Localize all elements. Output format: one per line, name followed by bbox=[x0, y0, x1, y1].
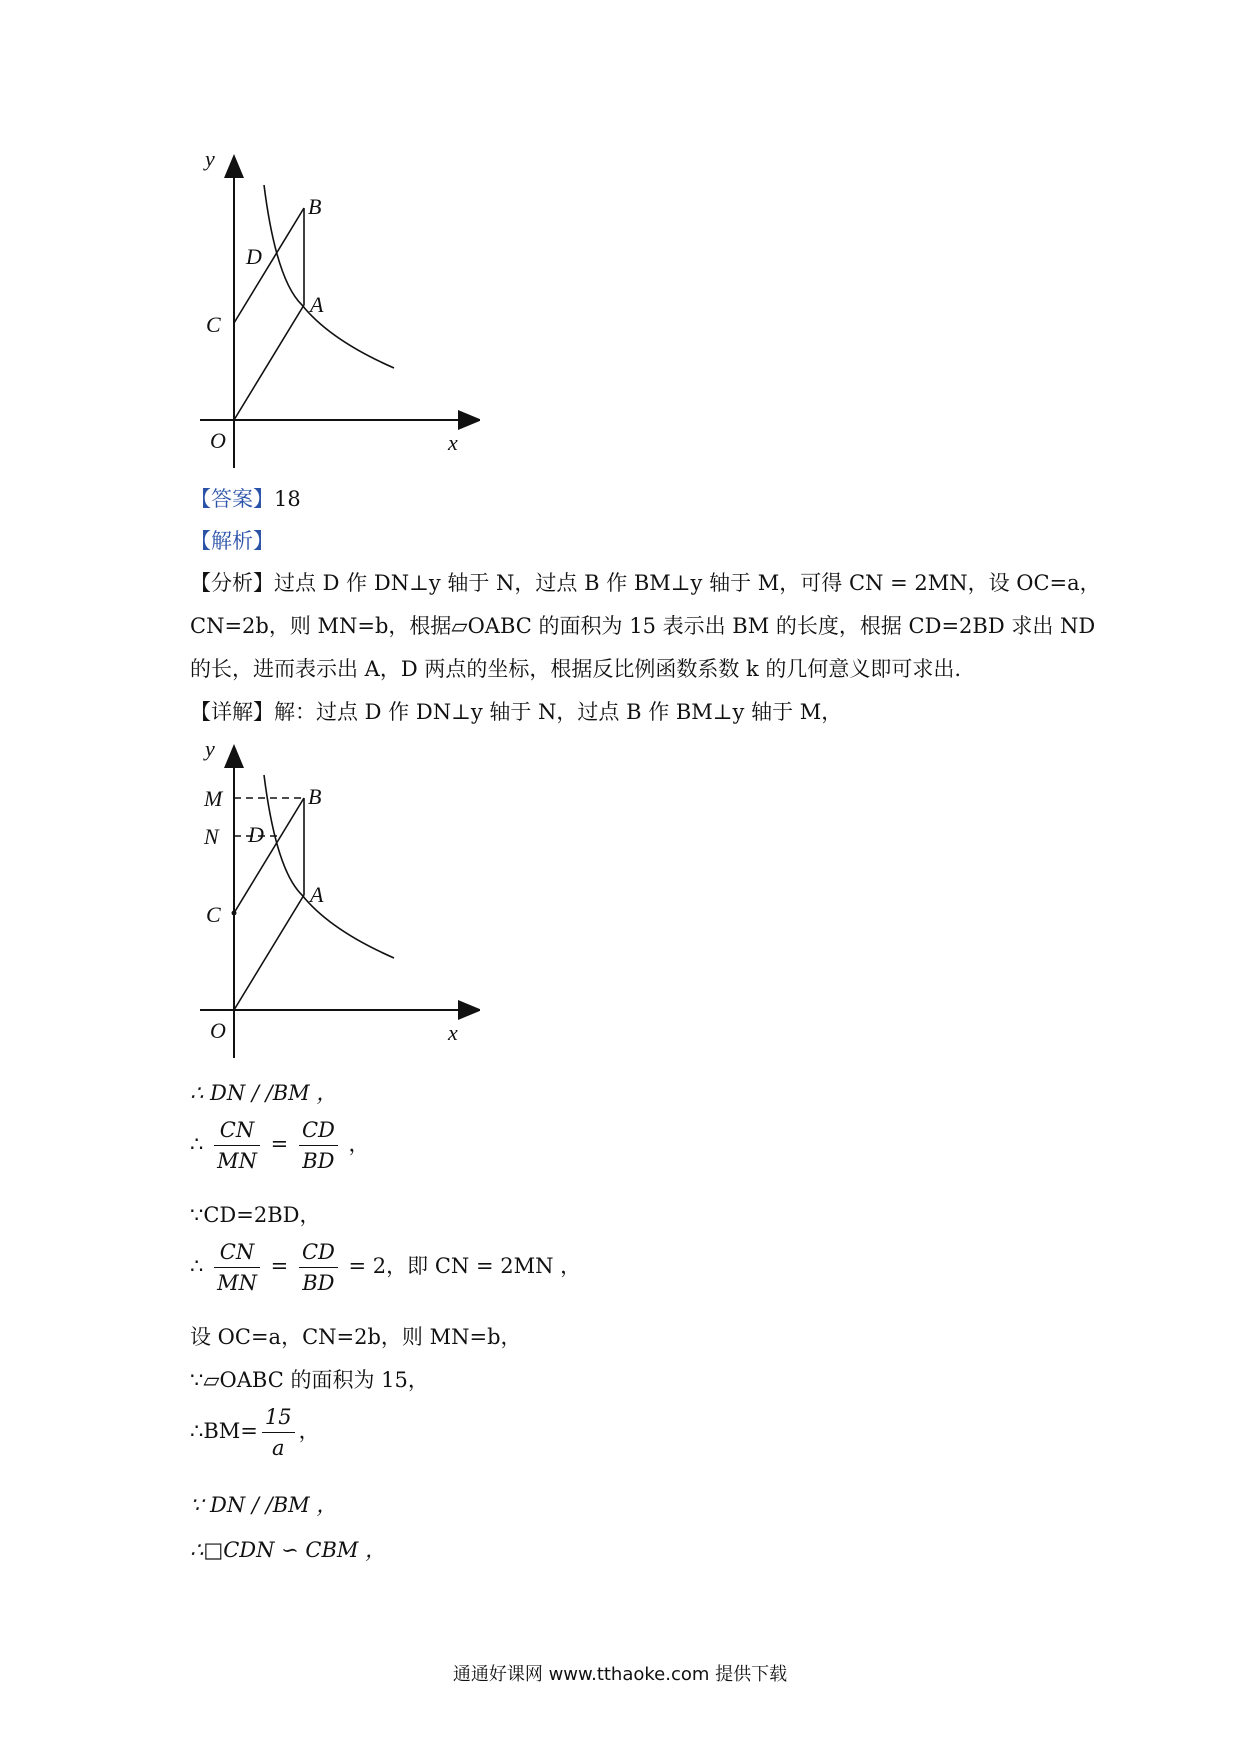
figure-1-svg bbox=[180, 150, 480, 470]
label-C: C bbox=[206, 902, 221, 927]
step-4-suffix: = 2，即 CN = 2MN ， bbox=[348, 1254, 582, 1278]
label-M: M bbox=[204, 786, 223, 811]
step-3: ∵CD=2BD， bbox=[190, 1203, 321, 1227]
denominator: MN bbox=[217, 1271, 257, 1295]
denominator: BD bbox=[302, 1271, 335, 1295]
label-N: N bbox=[204, 824, 219, 849]
segment-CB bbox=[234, 208, 304, 323]
hyperbola-curve bbox=[264, 775, 394, 958]
numerator: CN bbox=[214, 1118, 260, 1146]
label-y: y bbox=[205, 150, 215, 171]
fraction-cn-mn bbox=[214, 1240, 260, 1295]
label-C: C bbox=[206, 312, 221, 337]
fraction-cn-mn bbox=[214, 1118, 260, 1173]
analysis-line-2: CN=2b，则 MN=b，根据▱OABC 的面积为 15 表示出 BM 的长度，根据 CD=2BD 求出 ND bbox=[190, 614, 1096, 638]
label-D: D bbox=[248, 822, 264, 847]
analysis-heading: 【解析】 bbox=[190, 529, 274, 553]
denominator: BD bbox=[302, 1149, 335, 1173]
analysis-line-3: 的长，进而表示出 A，D 两点的坐标，根据反比例函数系数 k 的几何意义即可求出. bbox=[190, 657, 962, 681]
analysis-text-1: 过点 D 作 DN⊥y 轴于 N，过点 B 作 BM⊥y 轴于 M，可得 CN = 2MN，设 OC=a， bbox=[274, 571, 1101, 595]
label-y: y bbox=[205, 740, 215, 761]
step-8: ∵ DN / /BM ， bbox=[190, 1493, 338, 1517]
fraction-15-over-a bbox=[262, 1405, 295, 1460]
fraction-cd-bd bbox=[299, 1118, 338, 1173]
step-2-suffix: ， bbox=[348, 1132, 370, 1156]
detail-line bbox=[190, 697, 842, 727]
denominator: a bbox=[272, 1436, 285, 1460]
step-9: ∴□CDN ∽ CBM ， bbox=[190, 1538, 387, 1562]
fraction-cd-bd bbox=[299, 1240, 338, 1295]
label-A: A bbox=[310, 292, 324, 317]
label-x: x bbox=[448, 1020, 458, 1045]
detail-text: 解：过点 D 作 DN⊥y 轴于 N，过点 B 作 BM⊥y 轴于 M， bbox=[274, 700, 843, 724]
analysis-line-1 bbox=[190, 568, 1101, 598]
answer-line bbox=[190, 484, 301, 514]
label-B: B bbox=[308, 784, 322, 809]
figure-2-svg bbox=[180, 740, 480, 1060]
figure-2 bbox=[180, 740, 480, 1064]
segment-OA bbox=[234, 305, 304, 420]
numerator: 15 bbox=[262, 1405, 295, 1433]
analysis-tag: 【分析】 bbox=[190, 571, 274, 595]
step-7 bbox=[190, 1405, 320, 1460]
step-7-prefix: ∴BM= bbox=[190, 1419, 258, 1443]
step-5: 设 OC=a，CN=2b，则 MN=b， bbox=[190, 1325, 522, 1349]
equals: = bbox=[270, 1132, 289, 1156]
numerator: CD bbox=[299, 1240, 338, 1268]
label-O: O bbox=[210, 428, 226, 453]
label-O: O bbox=[210, 1018, 226, 1043]
step-7-suffix: ， bbox=[298, 1419, 320, 1443]
label-B: B bbox=[308, 194, 322, 219]
step-2-prefix: ∴ bbox=[190, 1132, 204, 1156]
segment-CB bbox=[234, 798, 304, 913]
page-footer: 通通好课网 www.tthaoke.com 提供下载 bbox=[452, 1664, 788, 1685]
label-D: D bbox=[246, 244, 262, 269]
step-4-prefix: ∴ bbox=[190, 1254, 204, 1278]
denominator: MN bbox=[217, 1149, 257, 1173]
label-x: x bbox=[448, 430, 458, 455]
figure-1 bbox=[180, 150, 480, 474]
answer-tag: 【答案】 bbox=[190, 487, 274, 511]
step-2 bbox=[190, 1118, 370, 1173]
numerator: CN bbox=[214, 1240, 260, 1268]
detail-tag: 【详解】 bbox=[190, 700, 274, 724]
label-A: A bbox=[310, 882, 324, 907]
step-4 bbox=[190, 1240, 581, 1295]
numerator: CD bbox=[299, 1118, 338, 1146]
segment-OA bbox=[234, 895, 304, 1010]
answer-value: 18 bbox=[274, 487, 301, 511]
step-6: ∵▱OABC 的面积为 15， bbox=[190, 1368, 429, 1392]
equals: = bbox=[270, 1254, 289, 1278]
point-C bbox=[232, 911, 237, 916]
step-1: ∴ DN / /BM ， bbox=[190, 1081, 338, 1105]
hyperbola-curve bbox=[264, 185, 394, 368]
